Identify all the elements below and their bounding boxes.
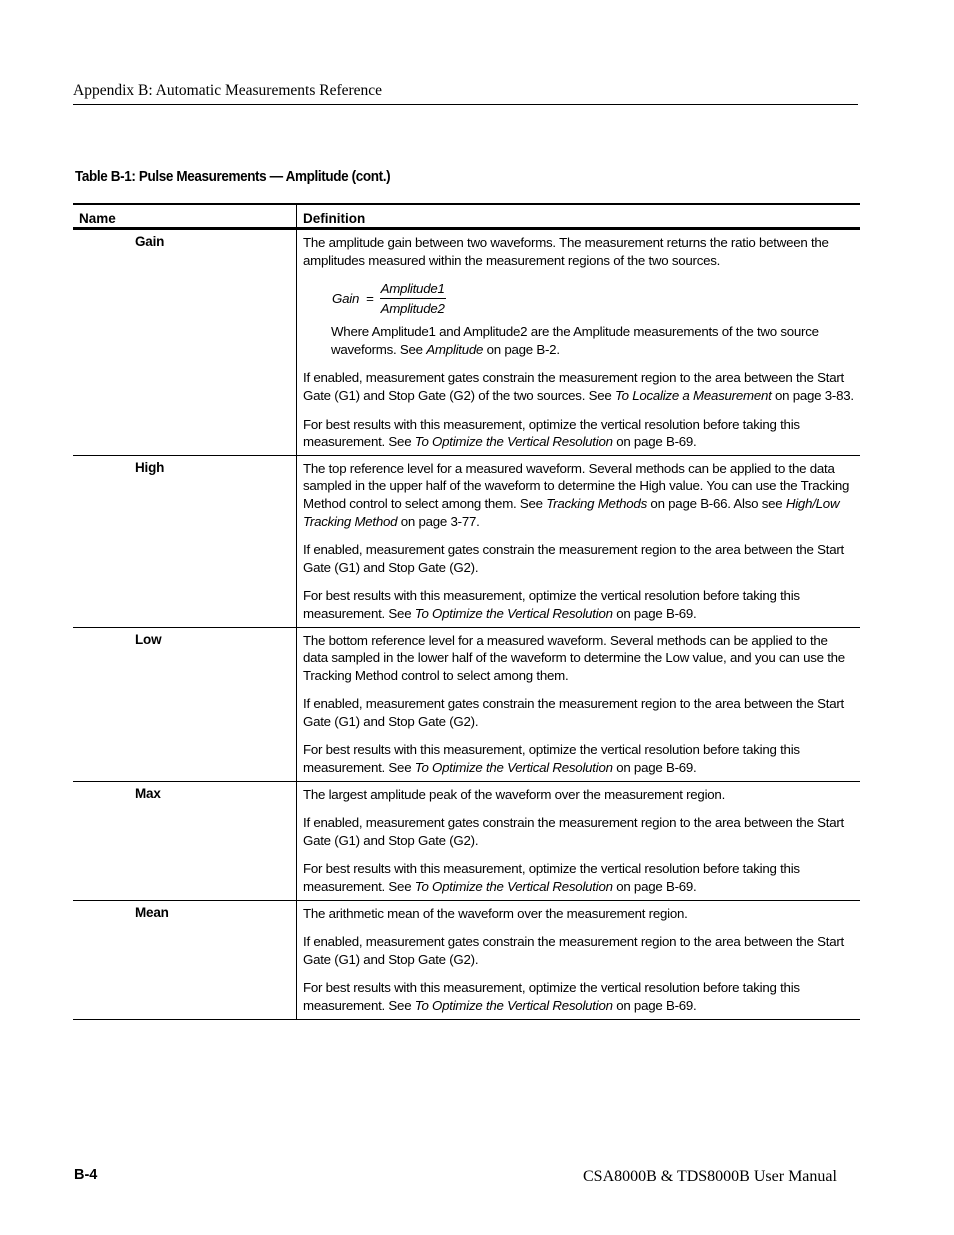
gates-note: If enabled, measurement gates constrain the measurement region to the area between the Start Gate (G1) and Stop Gate (G2).	[303, 815, 844, 848]
measurement-definition	[297, 456, 860, 627]
manual-title: CSA8000B & TDS8000B User Manual	[583, 1168, 837, 1185]
gates-note: If enabled, measurement gates constrain the measurement region to the area between the Start Gate (G1) and Stop Gate (G2).	[303, 542, 844, 575]
gates-note: If enabled, measurement gates constrain the measurement region to the area between the Start Gate (G1) and Stop Gate (G2) of the two sources. See To Localize a Measurement on page 3-83.	[303, 370, 854, 403]
measurement-name: Low	[73, 628, 297, 781]
definition-text: The largest amplitude peak of the waveform over the measurement region.	[303, 786, 726, 802]
page-number: B-4	[74, 1167, 98, 1183]
measurement-name: High	[73, 456, 297, 627]
table-row-mean	[73, 901, 860, 1020]
table-row-high	[73, 456, 860, 628]
gain-formula	[332, 280, 854, 317]
measurement-definition	[297, 782, 860, 900]
table-title: Table B-1: Pulse Measurements — Amplitude (cont.)	[75, 169, 391, 185]
table-row-gain	[73, 230, 860, 456]
best-results-note: For best results with this measurement, optimize the vertical resolution before taking this measurement. See To Optimize the Vertical Resolution on page B-69.	[303, 861, 800, 895]
best-results-note: For best results with this measurement, optimize the vertical resolution before taking this measurement. See To Optimize the Vertical Resolution on page B-69.	[303, 980, 800, 1013]
cross-reference: To Optimize the Vertical Resolution	[414, 605, 613, 621]
definition-text: The amplitude gain between two waveforms. The measurement returns the ratio between the amplitudes measured within the measurement regions of the two sources.	[303, 235, 829, 268]
measurement-definition	[297, 230, 860, 455]
column-header-name: Name	[73, 205, 297, 227]
definition-text: The bottom reference level for a measured waveform. Several methods can be applied to the data sampled in the lower half of the waveform to determine the Low value, and you can use the Tracking Method control to select among them.	[303, 632, 845, 683]
measurement-definition	[297, 628, 860, 781]
measurement-definition	[297, 901, 860, 1019]
running-header: Appendix B: Automatic Measurements Reference	[73, 82, 858, 105]
gates-note: If enabled, measurement gates constrain the measurement region to the area between the Start Gate (G1) and Stop Gate (G2).	[303, 696, 844, 729]
formula-note: Where Amplitude1 and Amplitude2 are the Amplitude measurements of the two source waveforms. See Amplitude on page B-2.	[331, 324, 819, 357]
best-results-note: For best results with this measurement, optimize the vertical resolution before taking this measurement. See To Optimize the Vertical Resolution on page B-69.	[303, 588, 800, 621]
table-header-row	[73, 203, 860, 230]
table-row-low	[73, 628, 860, 782]
formula-fraction	[380, 280, 446, 317]
measurement-name: Gain	[73, 230, 297, 455]
measurements-table	[73, 203, 860, 1020]
best-results-note: For best results with this measurement, optimize the vertical resolution before taking this measurement. See To Optimize the Vertical Resolution on page B-69.	[303, 742, 800, 776]
cross-reference: To Optimize the Vertical Resolution	[414, 998, 613, 1013]
formula-equals: =	[366, 291, 374, 307]
gates-note: If enabled, measurement gates constrain the measurement region to the area between the Start Gate (G1) and Stop Gate (G2).	[303, 934, 844, 967]
cross-reference: To Optimize the Vertical Resolution	[414, 879, 613, 895]
best-results-note: For best results with this measurement, optimize the vertical resolution before taking this measurement. See To Optimize the Vertical Resolution on page B-69.	[303, 416, 800, 450]
cross-reference: Tracking Methods	[546, 495, 647, 511]
formula-denominator: Amplitude2	[380, 301, 445, 317]
cross-reference: High/Low Tracking Method	[303, 495, 840, 529]
table-row-max	[73, 782, 860, 901]
column-header-definition: Definition	[303, 211, 366, 226]
cross-reference: To Optimize the Vertical Resolution	[414, 434, 613, 450]
definition-text: The top reference level for a measured waveform. Several methods can be applied to the data sampled in the upper half of the waveform to determine the High value. You can use the Tracking Method control to select among them. See Tracking Methods on page B-66. Also see High/Low Tracking Method on page 3-77.	[303, 460, 850, 529]
cross-reference: To Optimize the Vertical Resolution	[414, 760, 613, 776]
measurement-name: Max	[73, 782, 297, 900]
cross-reference: Amplitude	[426, 341, 484, 357]
cross-reference: To Localize a Measurement	[614, 387, 772, 403]
formula-lhs: Gain	[332, 291, 360, 307]
definition-text: The arithmetic mean of the waveform over the measurement region.	[303, 905, 688, 921]
measurement-name: Mean	[73, 901, 297, 1019]
formula-numerator: Amplitude1	[380, 280, 446, 299]
